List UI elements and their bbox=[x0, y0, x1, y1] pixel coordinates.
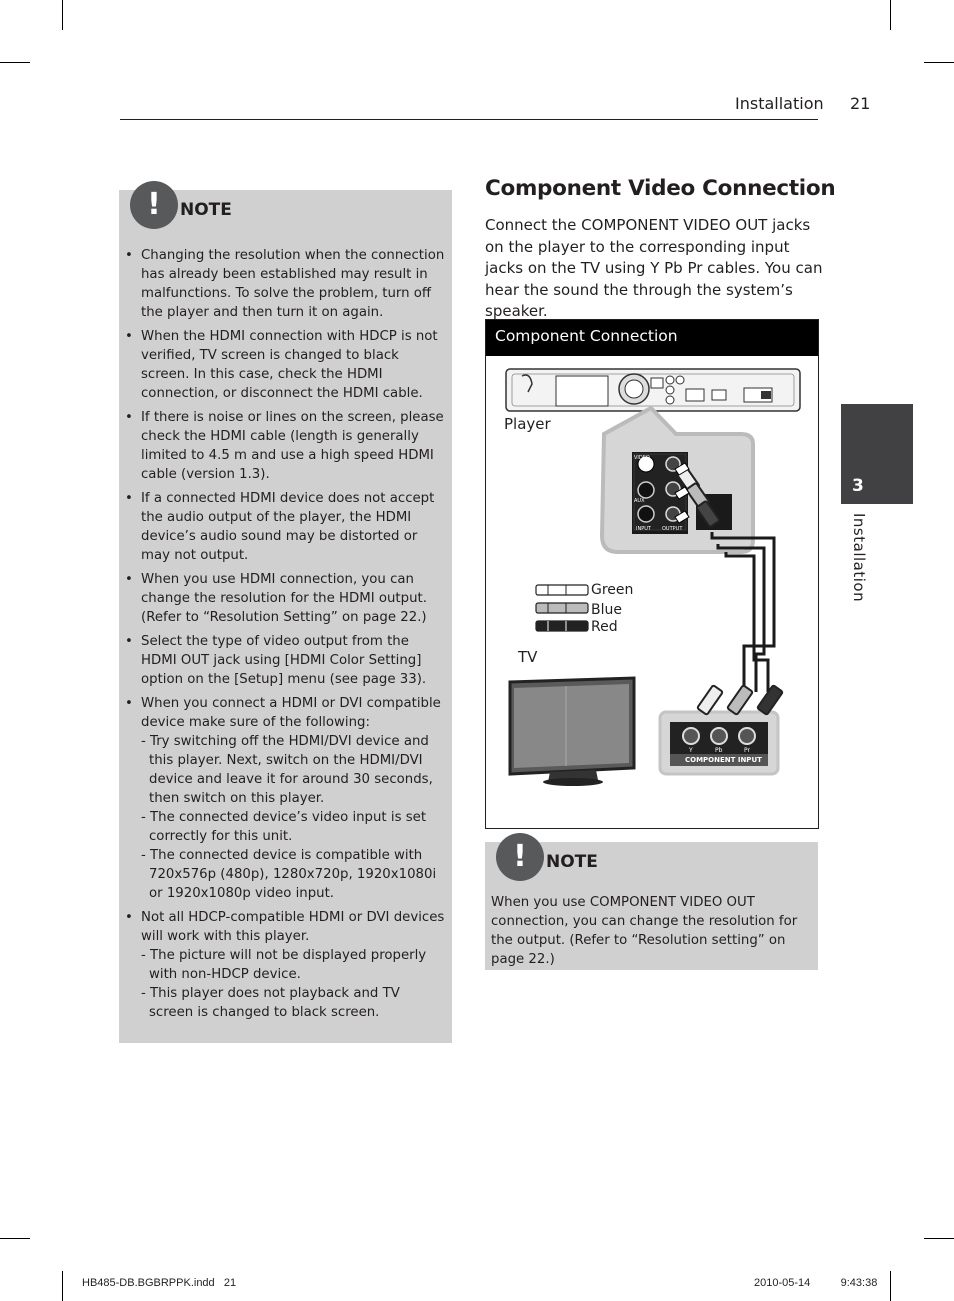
page-number: 21 bbox=[850, 94, 871, 113]
crop-mark bbox=[62, 0, 63, 30]
bullet-text: Changing the resolution when the connection has already been established may result in malfunctions. To solve the problem, turn off the player and then turn it on again. bbox=[141, 248, 445, 320]
tv-jack-label-pb: Pb bbox=[715, 747, 723, 754]
crop-mark bbox=[0, 1238, 30, 1239]
connection-diagram bbox=[485, 319, 819, 829]
tv-jack-label-y: Y bbox=[689, 747, 693, 754]
tv-illustration bbox=[510, 678, 634, 786]
note-bullet bbox=[119, 246, 452, 322]
note-bullet bbox=[119, 908, 452, 1022]
bullet-text: If a connected HDMI device does not accept the audio output of the player, the HDMI device’s audio sound may be distorted or may not output. bbox=[141, 491, 435, 563]
component-cables bbox=[712, 532, 774, 692]
note-bullet bbox=[119, 327, 452, 403]
bullet-text: Select the type of video output from the HDMI OUT jack using [HDMI Color Setting] option on the [Setup] menu (see page 33). bbox=[141, 634, 427, 687]
panel-label-aux: AUX bbox=[634, 498, 645, 504]
note-box-right bbox=[485, 839, 818, 970]
bullet-dot: • bbox=[125, 910, 133, 925]
cable-label-blue: Blue bbox=[591, 602, 622, 618]
footer-file: HB485-DB.BGBRPPK.indd 21 bbox=[82, 1277, 237, 1289]
bullet-subitem: - The connected device’s video input is set correctly for this unit. bbox=[141, 810, 427, 844]
bullet-dot: • bbox=[125, 572, 133, 587]
note-bullet bbox=[119, 694, 452, 903]
note-title: NOTE bbox=[546, 852, 598, 872]
crop-mark bbox=[890, 0, 891, 30]
bullet-subitem: - The connected device is compatible with 720x576p (480p), 1280x720p, 1920x1080i or 1920x1080p video input. bbox=[141, 848, 437, 901]
bullet-dot: • bbox=[125, 410, 133, 425]
crop-mark bbox=[890, 1271, 891, 1301]
bullet-subitem: - Try switching off the HDMI/DVI device and this player. Next, switch on the HDMI/DVI device and leave it for around 30 seconds, then switch on this player. bbox=[141, 734, 433, 806]
exclamation-icon: ! bbox=[496, 833, 544, 881]
panel-label-output: OUTPUT bbox=[662, 526, 683, 532]
note-bullet bbox=[119, 408, 452, 484]
bullet-text: When you use HDMI connection, you can change the resolution for the HDMI output. (Refer to “Resolution Setting” on page 22.) bbox=[141, 572, 427, 625]
player-label: Player bbox=[504, 415, 551, 433]
panel-label-video: VIDEO bbox=[634, 455, 650, 461]
section-title: Component Video Connection bbox=[485, 176, 836, 201]
tv-jack-label-pr: Pr bbox=[744, 747, 750, 754]
note-box-left bbox=[119, 187, 452, 1043]
note-bullet bbox=[119, 489, 452, 565]
cable-label-red: Red bbox=[591, 619, 618, 635]
crop-mark bbox=[924, 1238, 954, 1239]
crop-mark bbox=[0, 62, 30, 63]
bullet-dot: • bbox=[125, 696, 133, 711]
player-rear-panel bbox=[506, 369, 800, 411]
note-bullet-list bbox=[119, 246, 452, 1027]
panel-label-input: INPUT bbox=[636, 526, 651, 532]
bullet-text: If there is noise or lines on the screen, please check the HDMI cable (length is generally limited to 4.5 m and use a high speed HDMI cable (version 1.3). bbox=[141, 410, 444, 482]
bullet-dot: • bbox=[125, 248, 133, 263]
bullet-dot: • bbox=[125, 634, 133, 649]
bullet-subitem: - The picture will not be displayed properly with non-HDCP device. bbox=[141, 948, 427, 982]
note-bullet bbox=[119, 632, 452, 689]
chapter-label: Installation bbox=[850, 513, 868, 603]
bullet-text: Not all HDCP-compatible HDMI or DVI devices will work with this player. bbox=[141, 910, 445, 944]
tv-label: TV bbox=[518, 648, 538, 666]
chapter-number: 3 bbox=[852, 476, 864, 496]
footer-timestamp: 2010-05-14 9:43:38 bbox=[754, 1277, 878, 1289]
exclamation-icon: ! bbox=[130, 181, 178, 229]
cable-legend bbox=[536, 585, 588, 631]
tv-panel-label: COMPONENT INPUT bbox=[685, 756, 762, 764]
bullet-text: When you connect a HDMI or DVI compatible device make sure of the following: bbox=[141, 696, 441, 730]
crop-mark bbox=[924, 62, 954, 63]
running-header-section: Installation bbox=[735, 94, 824, 113]
cable-label-green: Green bbox=[591, 582, 634, 598]
bullet-subitem: - This player does not playback and TV screen is changed to black screen. bbox=[141, 986, 400, 1020]
section-intro: Connect the COMPONENT VIDEO OUT jacks on the player to the corresponding input jacks on the TV using Y Pb Pr cables. You can hear the sound the through the system’s speaker. bbox=[485, 216, 823, 320]
bullet-dot: • bbox=[125, 491, 133, 506]
crop-mark bbox=[62, 1271, 63, 1301]
header-rule bbox=[120, 119, 818, 120]
note-text: When you use COMPONENT VIDEO OUT connection, you can change the resolution for the output. (Refer to “Resolution setting” on page 22.) bbox=[491, 895, 798, 967]
bullet-dot: • bbox=[125, 329, 133, 344]
note-bullet bbox=[119, 570, 452, 627]
note-title: NOTE bbox=[180, 200, 232, 220]
diagram-title: Component Connection bbox=[486, 320, 818, 356]
bullet-text: When the HDMI connection with HDCP is not verified, TV screen is changed to black screen. In this case, check the HDMI connection, or disconnect the HDMI cable. bbox=[141, 329, 438, 401]
